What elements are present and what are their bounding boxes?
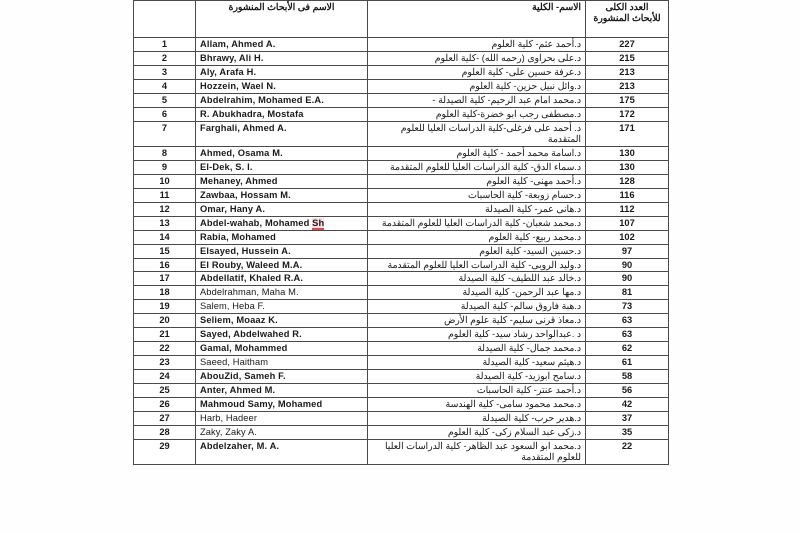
cell-name-arabic-faculty: د.محمد ربيع- كلية العلوم <box>368 230 586 244</box>
cell-name-arabic-faculty: د.اسامة محمد أحمد - كلية العلوم <box>368 146 586 160</box>
table-row <box>134 342 669 356</box>
cell-rank: 8 <box>134 146 196 160</box>
cell-name-arabic-faculty: د.هبة فاروق سالم- كلية الصيدلة <box>368 300 586 314</box>
cell-publication-count: 213 <box>586 79 669 93</box>
cell-name-arabic-faculty: د.وائل نبيل حزين- كلية العلوم <box>368 79 586 93</box>
cell-name-arabic-faculty: د.هدير حرب- كلية الصيدلة <box>368 412 586 426</box>
cell-name-arabic-faculty: د.محمد شعبان- كلية الدراسات العليا للعلوم المتقدمة <box>368 216 586 230</box>
cell-name-english: AbouZid, Sameh F. <box>196 370 368 384</box>
cell-name-arabic-faculty: د.محمد ابو السعود عبد الظاهر- كلية الدراسات العليا للعلوم المتقدمة <box>368 440 586 465</box>
cell-rank: 29 <box>134 440 196 465</box>
cell-name-english: Aly, Arafa H. <box>196 65 368 79</box>
cell-name-arabic-faculty: د.سامح ابوزيد- كلية الصيدلة <box>368 370 586 384</box>
table-row <box>134 230 669 244</box>
table-row <box>134 188 669 202</box>
cell-rank: 14 <box>134 230 196 244</box>
cell-name-english: Zawbaa, Hossam M. <box>196 188 368 202</box>
cell-name-arabic-faculty: د.هانى عمر- كلية الصيدلة <box>368 202 586 216</box>
cell-rank: 18 <box>134 286 196 300</box>
cell-rank: 9 <box>134 160 196 174</box>
cell-name-english: Bhrawy, Ali H. <box>196 51 368 65</box>
cell-rank: 11 <box>134 188 196 202</box>
cell-publication-count: 61 <box>586 356 669 370</box>
table-row <box>134 426 669 440</box>
cell-name-arabic-faculty: د.هيثم سعيد- كلية الصيدلة <box>368 356 586 370</box>
table-row <box>134 216 669 230</box>
cell-rank: 12 <box>134 202 196 216</box>
cell-name-arabic-faculty: د.على بحراوى (رحمه الله) -كلية العلوم <box>368 51 586 65</box>
cell-publication-count: 63 <box>586 314 669 328</box>
cell-rank: 27 <box>134 412 196 426</box>
cell-publication-count: 37 <box>586 412 669 426</box>
cell-name-english: Abdel-wahab, Mohamed Sh <box>196 216 368 230</box>
cell-publication-count: 58 <box>586 370 669 384</box>
cell-name-arabic-faculty: د.حسام زوبعة- كلية الحاسبات <box>368 188 586 202</box>
table-row <box>134 202 669 216</box>
table-row <box>134 314 669 328</box>
cell-publication-count: 172 <box>586 107 669 121</box>
cell-name-arabic-faculty: د.خالد عبد اللطيف- كلية الصيدلة <box>368 272 586 286</box>
cell-rank: 21 <box>134 328 196 342</box>
cell-rank: 2 <box>134 51 196 65</box>
cell-name-arabic-faculty: د.محمد امام عبد الرحيم- كلية الصيدلة - <box>368 93 586 107</box>
cell-rank: 16 <box>134 258 196 272</box>
cell-name-english: Rabia, Mohamed <box>196 230 368 244</box>
cell-publication-count: 102 <box>586 230 669 244</box>
cell-name-english: Abdelrahim, Mohamed E.A. <box>196 93 368 107</box>
cell-publication-count: 130 <box>586 146 669 160</box>
cell-rank: 22 <box>134 342 196 356</box>
table-row <box>134 146 669 160</box>
cell-name-arabic-faculty: د.وليد الروبى- كلية الدراسات العليا للعلوم المتقدمة <box>368 258 586 272</box>
cell-publication-count: 175 <box>586 93 669 107</box>
cell-publication-count: 81 <box>586 286 669 300</box>
cell-rank: 3 <box>134 65 196 79</box>
cell-publication-count: 130 <box>586 160 669 174</box>
cell-name-english: Mahmoud Samy, Mohamed <box>196 398 368 412</box>
cell-name-english: Salem, Heba F. <box>196 300 368 314</box>
cell-name-arabic-faculty: د.مصطفى رجب ابو خضرة-كلية العلوم <box>368 107 586 121</box>
cell-publication-count: 63 <box>586 328 669 342</box>
cell-name-english: Mehaney, Ahmed <box>196 174 368 188</box>
cell-rank: 4 <box>134 79 196 93</box>
researcher-ranking-table <box>133 0 669 465</box>
cell-name-english: Omar, Hany A. <box>196 202 368 216</box>
cell-name-english: Ahmed, Osama M. <box>196 146 368 160</box>
cell-rank: 24 <box>134 370 196 384</box>
cell-name-arabic-faculty: د.حسين السيد- كلية العلوم <box>368 244 586 258</box>
cell-name-english: Hozzein, Wael N. <box>196 79 368 93</box>
cell-publication-count: 215 <box>586 51 669 65</box>
table-row <box>134 79 669 93</box>
cell-name-arabic-faculty: د.محمد محمود سامى- كلية الهندسة <box>368 398 586 412</box>
cell-publication-count: 22 <box>586 440 669 465</box>
cell-name-english: El Rouby, Waleed M.A. <box>196 258 368 272</box>
cell-rank: 17 <box>134 272 196 286</box>
cell-publication-count: 128 <box>586 174 669 188</box>
cell-name-arabic-faculty: د.عرفة حسين على- كلية العلوم <box>368 65 586 79</box>
table-row <box>134 38 669 52</box>
table-row <box>134 65 669 79</box>
cell-name-arabic-faculty: د.محمد جمال- كلية الصيدلة <box>368 342 586 356</box>
cell-name-english: Abdellatif, Khaled R.A. <box>196 272 368 286</box>
table-row <box>134 356 669 370</box>
cell-rank: 13 <box>134 216 196 230</box>
cell-rank: 28 <box>134 426 196 440</box>
table-row <box>134 300 669 314</box>
cell-name-arabic-faculty: د.سماء الدق- كلية الدراسات العليا للعلوم المتقدمة <box>368 160 586 174</box>
cell-name-english: Zaky, Zaky A. <box>196 426 368 440</box>
cell-name-english: Abdelrahman, Maha M. <box>196 286 368 300</box>
cell-name-arabic-faculty: د. أحمد على فرغلى-كلية الدراسات العليا للعلوم المتقدمة <box>368 121 586 146</box>
cell-publication-count: 90 <box>586 272 669 286</box>
cell-rank: 15 <box>134 244 196 258</box>
cell-rank: 5 <box>134 93 196 107</box>
table-row <box>134 107 669 121</box>
cell-publication-count: 112 <box>586 202 669 216</box>
table-row <box>134 244 669 258</box>
cell-publication-count: 171 <box>586 121 669 146</box>
cell-name-english: Elsayed, Hussein A. <box>196 244 368 258</box>
header-name-published: الاسم فى الأبحاث المنشورة <box>196 1 368 38</box>
cell-name-english: Saeed, Haitham <box>196 356 368 370</box>
cell-publication-count: 42 <box>586 398 669 412</box>
table-row <box>134 440 669 465</box>
cell-name-arabic-faculty: د.أحمد عثم- كلية العلوم <box>368 38 586 52</box>
cell-rank: 7 <box>134 121 196 146</box>
table-row <box>134 51 669 65</box>
table-row <box>134 272 669 286</box>
header-rank <box>134 1 196 38</box>
cell-rank: 25 <box>134 384 196 398</box>
table-header-row <box>134 1 669 38</box>
cell-name-arabic-faculty: د.أحمد مهنى- كلية العلوم <box>368 174 586 188</box>
cell-rank: 26 <box>134 398 196 412</box>
cell-publication-count: 73 <box>586 300 669 314</box>
cell-name-arabic-faculty: د .عبدالواحد رشاد سيد- كلية العلوم <box>368 328 586 342</box>
cell-name-english: Anter, Ahmed M. <box>196 384 368 398</box>
cell-name-arabic-faculty: د.أحمد عنتر- كلية الحاسبات <box>368 384 586 398</box>
spellcheck-underline: Sh <box>312 217 325 228</box>
cell-publication-count: 97 <box>586 244 669 258</box>
cell-rank: 1 <box>134 38 196 52</box>
table-row <box>134 412 669 426</box>
table-row <box>134 258 669 272</box>
cell-name-english: Seliem, Moaaz K. <box>196 314 368 328</box>
cell-publication-count: 62 <box>586 342 669 356</box>
cell-name-arabic-faculty: د.مها عبد الرحمن- كلية الصيدلة <box>368 286 586 300</box>
cell-name-english: Abdelzaher, M. A. <box>196 440 368 465</box>
cell-publication-count: 107 <box>586 216 669 230</box>
table-row <box>134 384 669 398</box>
cell-rank: 20 <box>134 314 196 328</box>
cell-publication-count: 227 <box>586 38 669 52</box>
table-row <box>134 160 669 174</box>
cell-name-english: Farghali, Ahmed A. <box>196 121 368 146</box>
cell-rank: 23 <box>134 356 196 370</box>
cell-name-english: El-Dek, S. I. <box>196 160 368 174</box>
table-row <box>134 328 669 342</box>
cell-publication-count: 213 <box>586 65 669 79</box>
cell-rank: 10 <box>134 174 196 188</box>
cell-name-english: Harb, Hadeer <box>196 412 368 426</box>
cell-name-arabic-faculty: د.زكى عبد السلام زكى- كلية العلوم <box>368 426 586 440</box>
header-name-faculty: الاسم- الكلية <box>368 1 586 38</box>
header-total-count: العدد الكلى للأبحاث المنشورة <box>586 1 669 38</box>
cell-name-english: Gamal, Mohammed <box>196 342 368 356</box>
table-row <box>134 370 669 384</box>
table-row <box>134 286 669 300</box>
cell-name-english: Allam, Ahmed A. <box>196 38 368 52</box>
cell-publication-count: 35 <box>586 426 669 440</box>
cell-publication-count: 56 <box>586 384 669 398</box>
table-row <box>134 93 669 107</box>
cell-rank: 19 <box>134 300 196 314</box>
cell-name-english: R. Abukhadra, Mostafa <box>196 107 368 121</box>
cell-publication-count: 90 <box>586 258 669 272</box>
table-row <box>134 174 669 188</box>
cell-name-english: Sayed, Abdelwahed R. <box>196 328 368 342</box>
cell-publication-count: 116 <box>586 188 669 202</box>
table-row <box>134 121 669 146</box>
cell-name-arabic-faculty: د.معاذ قرنى سليم- كلية علوم الأرض <box>368 314 586 328</box>
cell-rank: 6 <box>134 107 196 121</box>
table-row <box>134 398 669 412</box>
